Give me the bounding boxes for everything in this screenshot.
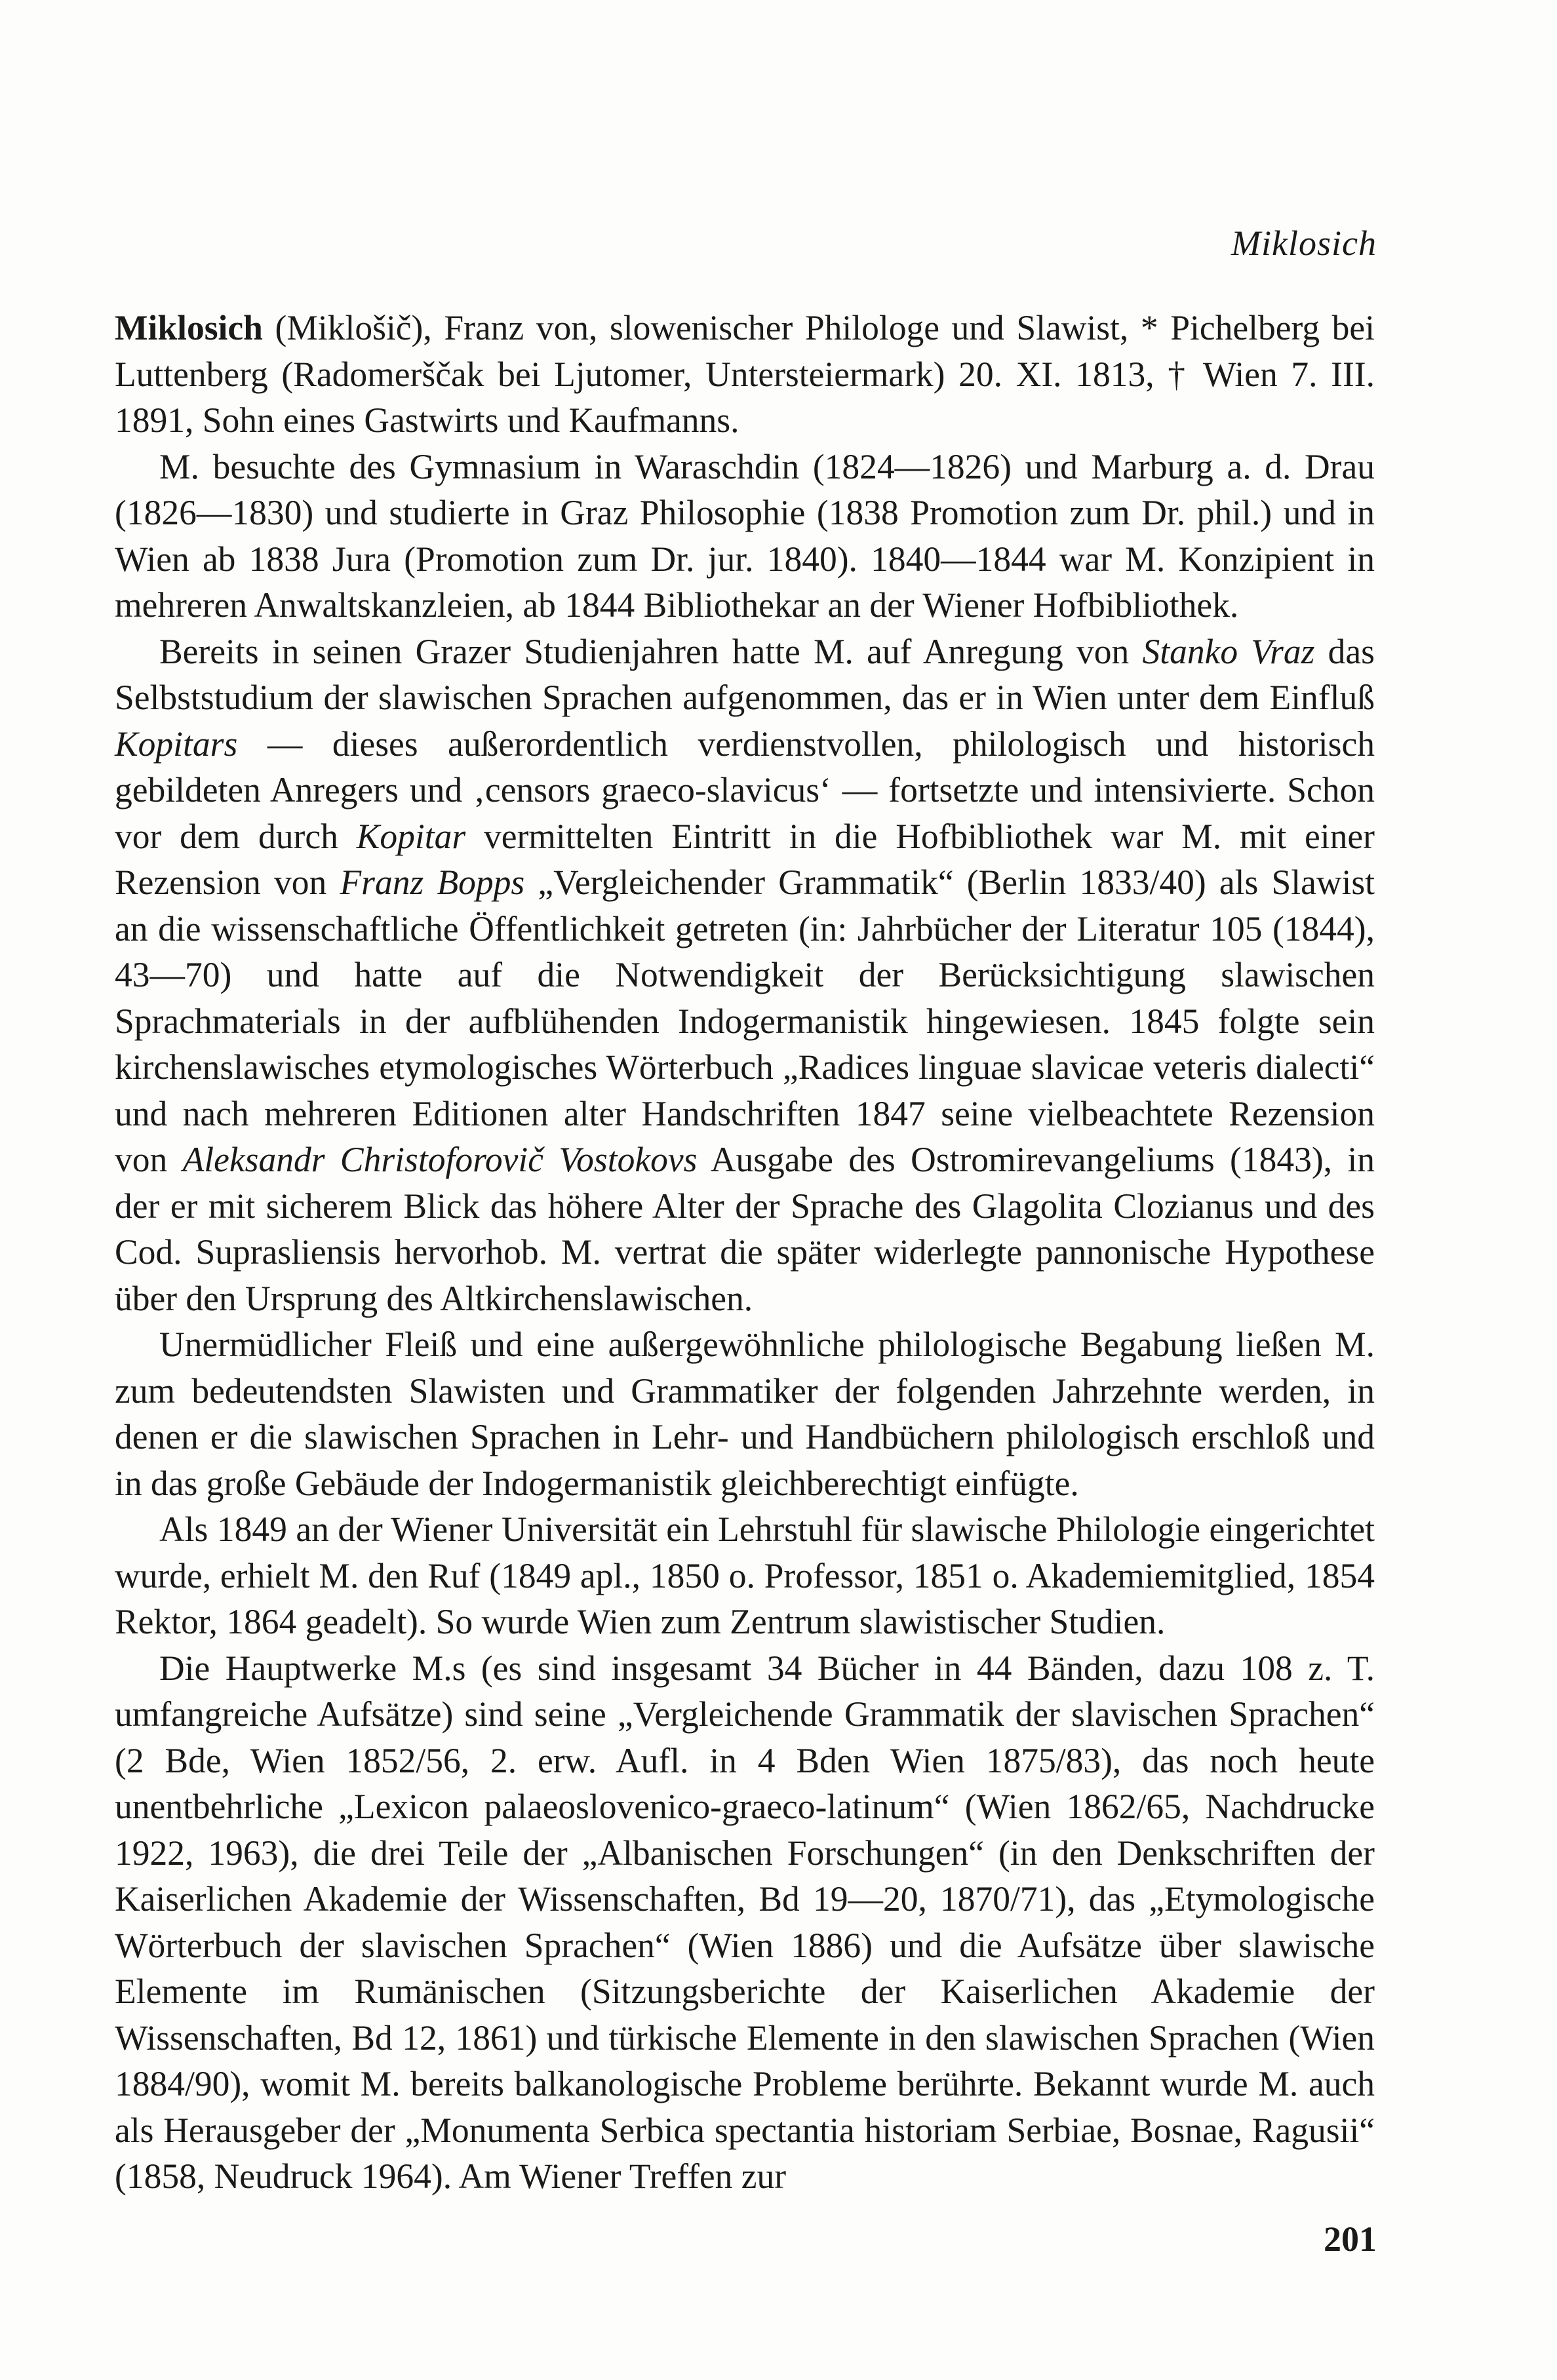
entry-paragraph-2: M. besuchte des Gymnasium in Waraschdin (1824—1826) und Marburg a. d. Drau (1826—1830) und studierte in Graz Philosophie (1838 Promotion zum Dr. phil.) und in Wien ab 1838 Jura (Promotion zum Dr. jur. 1840). 1840—1844 war M. Konzipient in mehreren Anwaltskanzleien, ab 1844 Bibliothekar an der Wiener Hofbibliothek. — [115, 446, 1375, 625]
text-segment: vermittelten Eintritt in die Hofbibliothek war M. mit einer Rezension von — [115, 816, 1375, 902]
entry-paragraph-1-text: (Miklošič), Franz von, slowenischer Philologe und Slawist, * Pichelberg bei Luttenberg (Radomerščak bei Ljutomer, Untersteiermark) 20. XI. 1813, † Wien 7. III. 1891, Sohn eines Gastwirts und Kaufmanns. — [115, 308, 1375, 440]
entry-body — [115, 305, 1375, 2200]
entry-headword: Miklosich — [115, 308, 263, 347]
entry-paragraph-4: Unermüdlicher Fleiß und eine außergewöhnliche philologische Begabung ließen M. zum bedeutendsten Slawisten und Grammatiker der folgenden Jahrzehnte werden, in denen er die slawischen Sprachen in Lehr- und Handbüchern philologisch erschloß und in das große Gebäude der Indogermanistik gleichberechtigt einfügte. — [115, 1325, 1375, 1503]
text-segment: „Vergleichender Grammatik“ (Berlin 1833/40) als Slawist an die wissenschaftliche Öffentlichkeit getreten (in: Jahrbücher der Literatur 105 (1844), 43—70) und hatte auf die Notwendigkeit der Berücksichtigung slawischen Sprachmaterials in der aufblühenden Indogermanistik hingewiesen. 1845 folgte sein kirchenslawisches etymologisches Wörterbuch „Radices linguae slavicae veteris dialecti“ und nach mehreren Editionen alter Handschriften 1847 seine vielbeachtete Rezension von — [115, 863, 1375, 1179]
running-header: Miklosich — [1231, 224, 1377, 263]
entry-paragraph-1 — [115, 305, 1375, 444]
text-segment: — dieses außerordentlich verdienstvollen, philologisch und historisch gebildeten Anregers und ‚censors graeco-slavicus‘ — fortsetzte und intensivierte. Schon vor dem durch — [115, 724, 1375, 856]
entry-paragraph-5: Als 1849 an der Wiener Universität ein Lehrstuhl für slawische Philologie eingerichtet wurde, erhielt M. den Ruf (1849 apl., 1850 o. Professor, 1851 o. Akademiemitglied, 1854 Rektor, 1864 geadelt). So wurde Wien zum Zentrum slawistischer Studien. — [115, 1510, 1375, 1641]
text-segment: Bereits in seinen Grazer Studienjahren hatte M. auf Anregung von — [159, 631, 1143, 671]
person-name: Kopitar — [356, 816, 466, 856]
text-segment: Ausgabe des Ostromirevangeliums (1843), in der er mit sicherem Blick das höhere Alter der Sprache des Glagolita Clozianus und des Cod. Suprasliensis hervorhob. M. vertrat die später widerlegte pannonische Hypothese über den Ursprung des Altkirchenslawischen. — [115, 1140, 1375, 1318]
person-name: Stanko Vraz — [1142, 631, 1315, 671]
person-name: Kopitars — [115, 724, 238, 764]
entry-paragraph-3 — [115, 629, 1375, 1322]
person-name: Aleksandr Christoforovič Vostokovs — [182, 1140, 698, 1179]
entry-paragraph-6: Die Hauptwerke M.s (es sind insgesamt 34 Bücher in 44 Bänden, dazu 108 z. T. umfangreiche Aufsätze) sind seine „Vergleichende Grammatik der slavischen Sprachen“ (2 Bde, Wien 1852/56, 2. erw. Aufl. in 4 Bden Wien 1875/83), das noch heute unentbehrliche „Lexicon palaeoslovenico-graeco-latinum“ (Wien 1862/65, Nachdrucke 1922, 1963), die drei Teile der „Albanischen Forschungen“ (in den Denkschriften der Kaiserlichen Akademie der Wissenschaften, Bd 19—20, 1870/71), das „Etymologische Wörterbuch der slavischen Sprachen“ (Wien 1886) und die Aufsätze über slawische Elemente im Rumänischen (Sitzungsberichte der Kaiserlichen Akademie der Wissenschaften, Bd 12, 1861) und türkische Elemente in den slawischen Sprachen (Wien 1884/90), womit M. bereits balkanologische Probleme berührte. Bekannt wurde M. auch als Herausgeber der „Monumenta Serbica spectantia historiam Serbiae, Bosnae, Ragusii“ (1858, Neudruck 1964). Am Wiener Treffen zur — [115, 1648, 1375, 2196]
person-name: Franz Bopps — [340, 863, 525, 902]
page-number: 201 — [1324, 2219, 1377, 2259]
text-segment: das Selbststudium der slawischen Sprachen aufgenommen, das er in Wien unter dem Einfluß — [115, 631, 1375, 717]
